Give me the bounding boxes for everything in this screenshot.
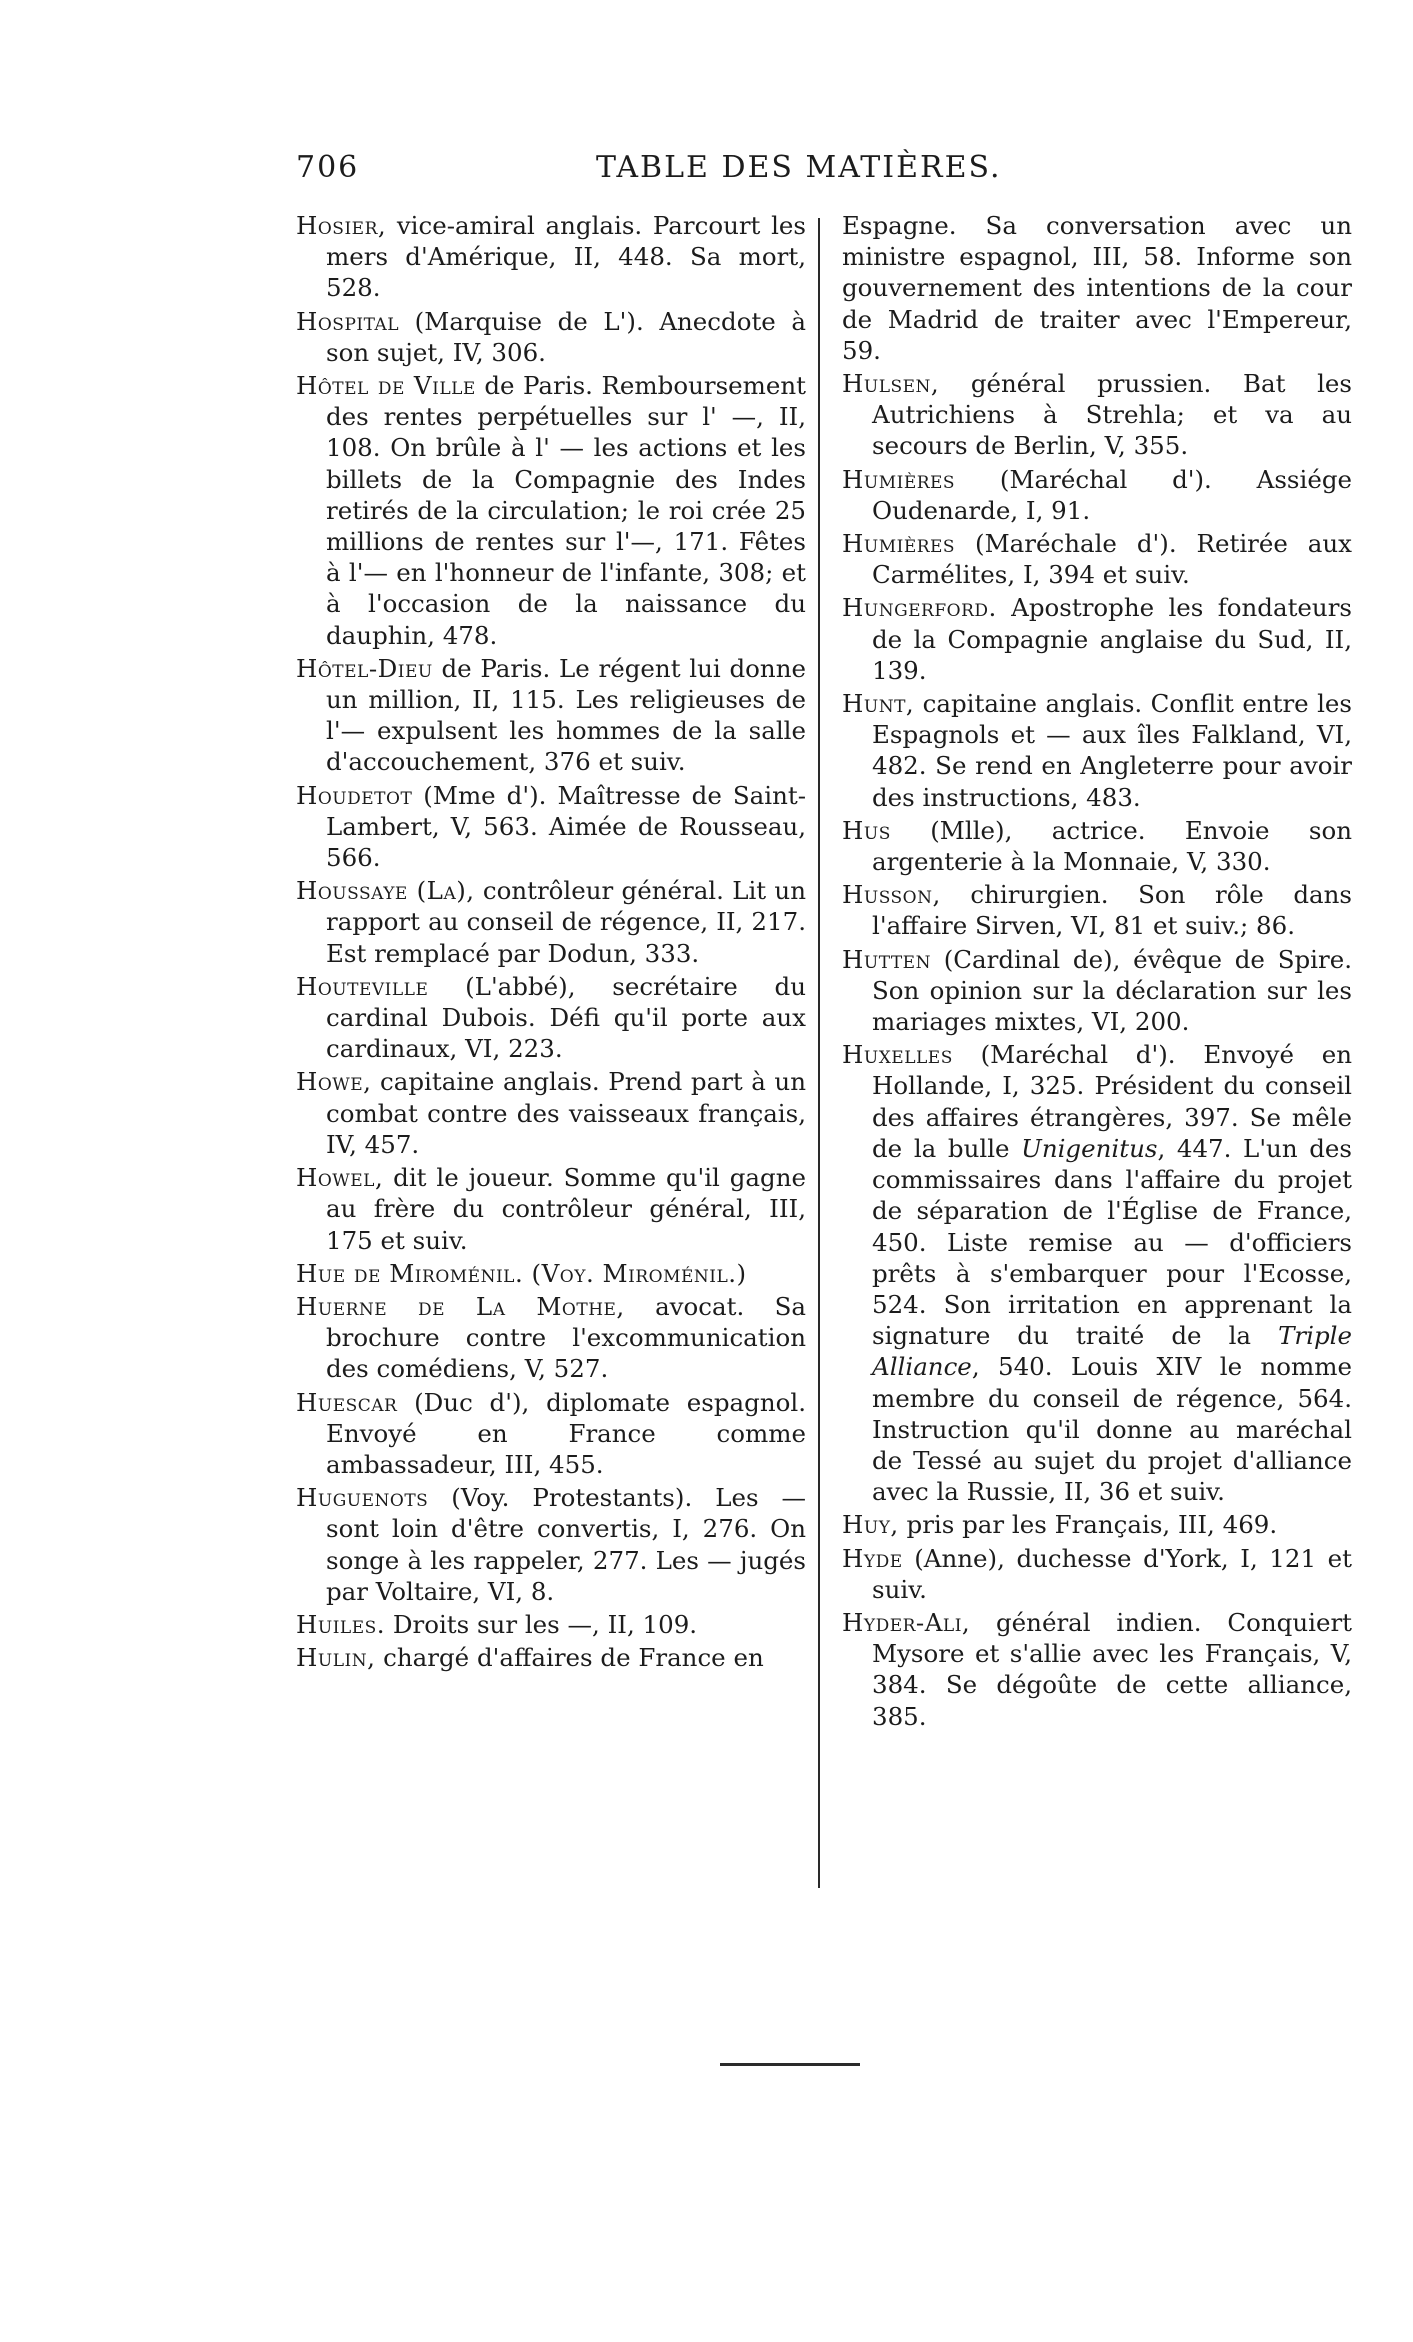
- entry-headword: Houteville: [296, 971, 429, 1001]
- entry-text: (Maréchale d'). Retirée aux Carmélites, I, 394 et suiv.: [872, 529, 1352, 590]
- entry-headword: Humières: [842, 464, 956, 494]
- index-entry: [842, 815, 1352, 877]
- entry-text: Espagne. Sa conversation avec un ministre espagnol, III, 58. Informe son gouvernement des intentions de la cour de Madrid de traiter avec l'Empereur, 59.: [842, 211, 1352, 365]
- index-entry: [296, 1291, 806, 1385]
- entry-text: (Mme d'). Maîtresse de Saint-Lambert, V, 563. Aimée de Rousseau, 566.: [326, 780, 806, 873]
- entry-text: de Paris. Remboursement des rentes perpétuelles sur l' —, II, 108. On brûle à l' — les actions et les billets de la Compagnie des Indes retirés de la circulation; le roi crée 25 millions de rentes sur l'—, 171. Fêtes à l'— en l'honneur de l'infante, 308; et à l'occasion de la naissance du dauphin, 478.: [326, 371, 806, 650]
- entry-text: , 447. L'un des commissaires dans l'affaire du projet de séparation de l'Église de France, 450. Liste remise au — d'officiers prêts à s'embarquer pour l'Ecosse, 524. Son irritation en apprenant la signature du traité de la: [872, 1133, 1352, 1351]
- entry-headword: Huxelles: [842, 1040, 953, 1070]
- index-entry: [296, 971, 806, 1065]
- index-entry: [296, 370, 806, 651]
- index-entry: [842, 528, 1352, 590]
- entry-text: Droits sur les —, II, 109.: [385, 1609, 698, 1639]
- entry-headword: Hosier,: [296, 211, 387, 240]
- index-entry: [842, 1543, 1352, 1605]
- index-entry: [842, 879, 1352, 941]
- index-entry: [842, 464, 1352, 526]
- entry-headword: Howe,: [296, 1067, 372, 1097]
- entry-text: (Duc d'), diplomate espagnol. Envoyé en France comme ambassadeur, III, 455.: [326, 1387, 806, 1479]
- entry-headword: Hus: [842, 815, 891, 845]
- index-entry: [842, 592, 1352, 686]
- index-entry: [296, 875, 806, 969]
- entry-text: de Paris. Le régent lui donne un million, II, 115. Les religieuses de l'— expulsent les hommes de la salle d'accouchement, 376 et suiv.: [326, 653, 806, 777]
- entry-italic-title: Unigenitus: [1021, 1133, 1158, 1163]
- entry-headword: Houssaye (La),: [296, 876, 475, 906]
- entry-text: (Cardinal de), évêque de Spire. Son opinion sur la déclaration sur les mariages mixtes, VI, 200.: [872, 944, 1352, 1037]
- entry-text: général indien. Conquiert Mysore et s'allie avec les Français, V, 384. Se dégoûte de cette alliance, 385.: [872, 1607, 1352, 1731]
- entry-headword: Hôtel-Dieu: [296, 653, 433, 683]
- index-entry: [842, 1509, 1352, 1540]
- entry-text: (Mlle), actrice. Envoie son argenterie à la Monnaie, V, 330.: [872, 815, 1352, 877]
- entry-text: dit le joueur. Somme qu'il gagne au frère du contrôleur général, III, 175 et suiv.: [326, 1163, 806, 1255]
- right-column: [842, 210, 1352, 1734]
- index-entry: [842, 368, 1352, 462]
- end-rule: [720, 2063, 860, 2066]
- index-entry: [842, 944, 1352, 1038]
- entry-headword: Hungerford.: [842, 593, 997, 623]
- entry-text: (Maréchal d'). Envoyé en Hollande, I, 325. Président du conseil des affaires étrangères, 397. Se mêle de la bulle: [872, 1040, 1352, 1163]
- entry-headword: Humières: [842, 529, 956, 559]
- entry-headword: Hue de Miroménil.: [296, 1258, 524, 1288]
- entry-text: (Marquise de L'). Anecdote à son sujet, IV, 306.: [326, 306, 806, 367]
- entry-text: (Maréchal d'). Assiége Oudenarde, I, 91.: [872, 464, 1352, 525]
- entry-headword: Hunt,: [842, 689, 915, 719]
- entry-headword: Howel,: [296, 1163, 384, 1193]
- index-entry: [842, 1607, 1352, 1732]
- entry-text: contrôleur général. Lit un rapport au conseil de régence, II, 217. Est remplacé par Dodun, 333.: [326, 876, 806, 968]
- entry-headword: Hôtel de Ville: [296, 371, 476, 401]
- index-entry: [296, 210, 806, 304]
- index-entry: [296, 1387, 806, 1481]
- entry-text: capitaine anglais. Prend part à un combat contre des vaisseaux français, IV, 457.: [326, 1067, 806, 1159]
- index-entry: [296, 1642, 806, 1673]
- entry-text: chargé d'affaires de France en: [375, 1643, 764, 1673]
- entry-text: (L'abbé), secrétaire du cardinal Dubois. Défi qu'il porte aux cardinaux, VI, 223.: [326, 971, 806, 1064]
- entry-text: général prussien. Bat les Autrichiens à Strehla; et va au secours de Berlin, V, 355.: [872, 369, 1352, 461]
- left-column: [296, 210, 806, 1675]
- index-entry: [296, 1482, 806, 1607]
- entry-headword: Houdetot: [296, 780, 413, 810]
- entry-headword: Hulin,: [296, 1643, 376, 1673]
- entry-text: avocat. Sa brochure contre l'excommunication des comédiens, V, 527.: [326, 1291, 806, 1384]
- index-entry: [296, 1609, 806, 1640]
- entry-headword: Husson,: [842, 880, 941, 910]
- index-entry: [296, 1162, 806, 1256]
- entry-headword: Hyde: [842, 1543, 903, 1573]
- index-entry: [296, 653, 806, 778]
- entry-text: chirurgien. Son rôle dans l'affaire Sirven, VI, 81 et suiv.; 86.: [872, 880, 1352, 941]
- entry-text: (Voy. Miroménil.): [523, 1258, 747, 1288]
- entry-text: capitaine anglais. Conflit entre les Espagnols et — aux îles Falkland, VI, 482. Se rend en Angleterre pour avoir des instructions, 483.: [872, 689, 1352, 812]
- column-divider: [818, 218, 820, 1888]
- index-entry: [842, 688, 1352, 813]
- entry-headword: Huerne de La Mothe,: [296, 1291, 625, 1321]
- index-entry-continued: [842, 210, 1352, 366]
- entry-text: vice-amiral anglais. Parcourt les mers d'Amérique, II, 448. Sa mort, 528.: [326, 211, 806, 303]
- index-entry: [842, 1039, 1352, 1507]
- entry-headword: Hutten: [842, 944, 931, 974]
- entry-headword: Huguenots: [296, 1483, 429, 1513]
- running-title: TABLE DES MATIÈRES.: [596, 150, 1002, 185]
- page-number: 706: [296, 150, 360, 185]
- entry-headword: Huy,: [842, 1510, 899, 1540]
- entry-headword: Hulsen,: [842, 369, 940, 399]
- entry-text: , 540. Louis XIV le nomme membre du conseil de régence, 564. Instruction qu'il donne au maréchal de Tessé au sujet du projet d'alliance avec la Russie, II, 36 et suiv.: [872, 1352, 1352, 1507]
- entry-italic-title: Triple Alliance: [872, 1321, 1352, 1382]
- index-entry: [296, 780, 806, 874]
- entry-headword: Huiles.: [296, 1609, 386, 1639]
- entry-text: (Voy. Protestants). Les — sont loin d'être convertis, I, 276. On songe à les rappeler, 277. Les — jugés par Voltaire, VI, 8.: [326, 1483, 806, 1606]
- entry-headword: Huescar: [296, 1387, 398, 1417]
- index-entry: [296, 1258, 806, 1289]
- page-header: [296, 148, 1002, 188]
- index-entry: [296, 1066, 806, 1160]
- entry-text: pris par les Français, III, 469.: [898, 1510, 1278, 1540]
- entry-headword: Hospital: [296, 306, 400, 336]
- index-entry: [296, 306, 806, 368]
- entry-headword: Hyder-Ali,: [842, 1607, 971, 1637]
- entry-text: (Anne), duchesse d'York, I, 121 et suiv.: [872, 1543, 1352, 1604]
- entry-text: Apostrophe les fondateurs de la Compagnie anglaise du Sud, II, 139.: [872, 593, 1352, 685]
